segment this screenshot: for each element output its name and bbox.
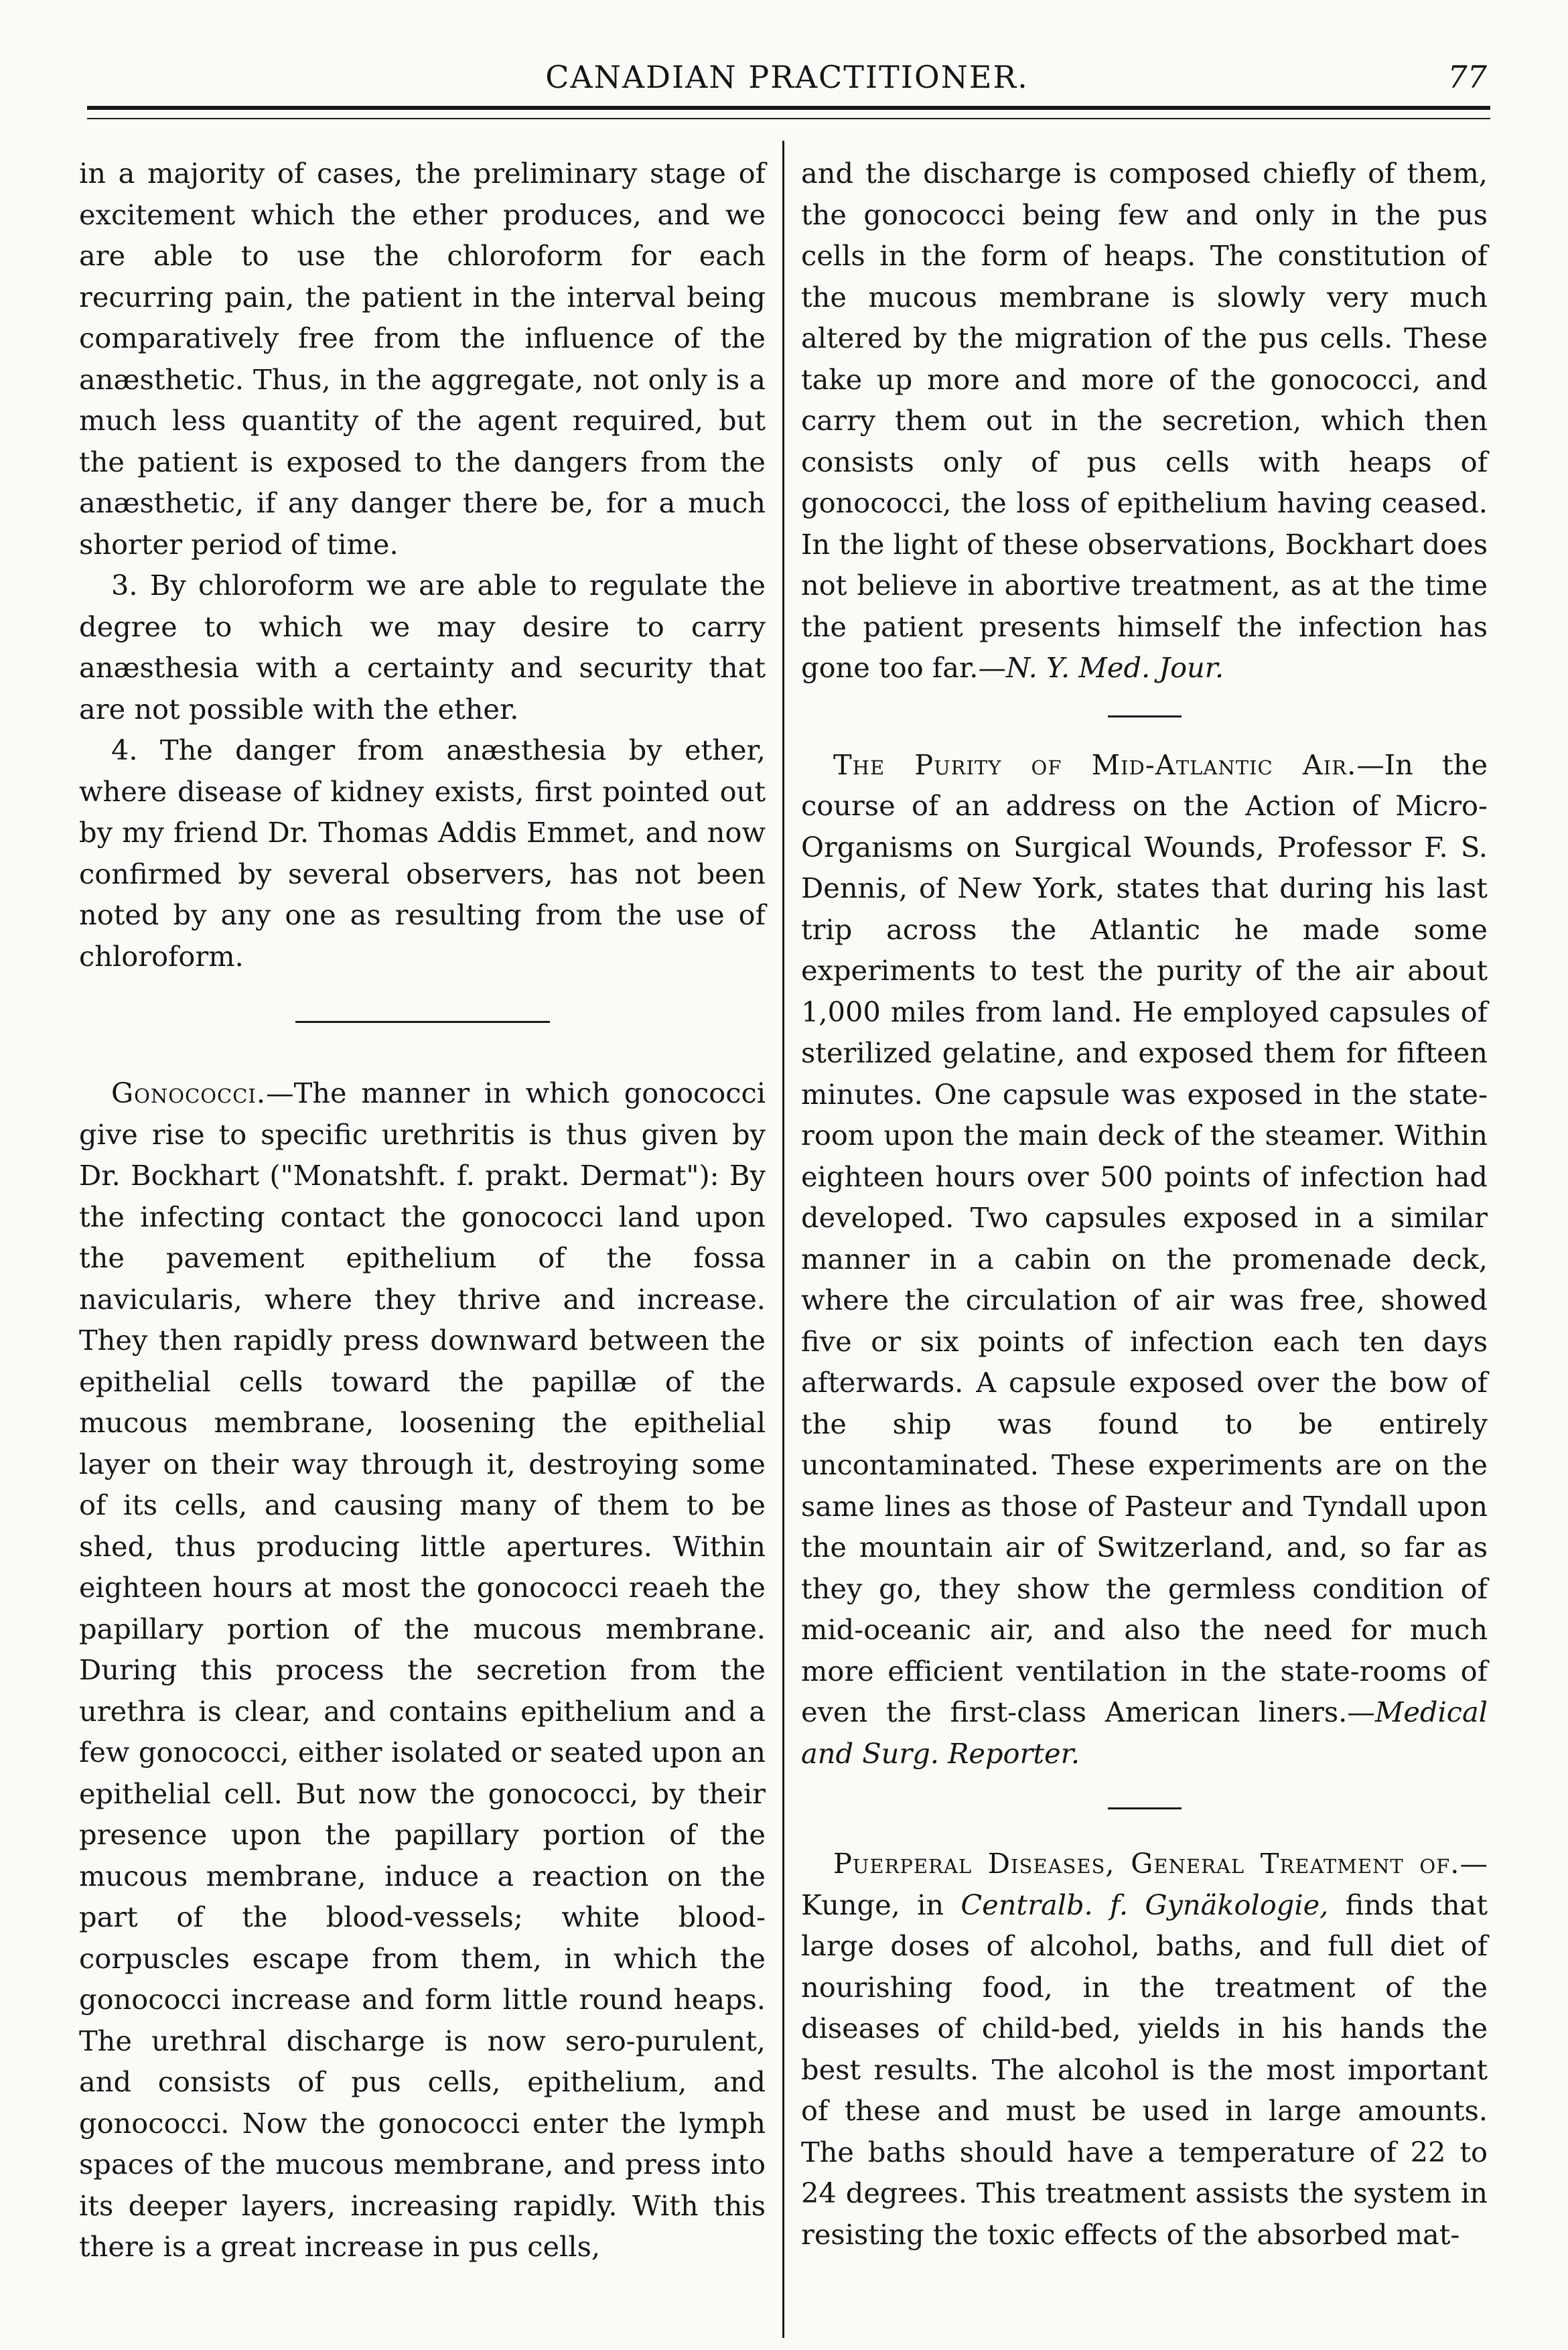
page-number: 77 <box>1447 59 1487 95</box>
gonococci-article <box>79 1073 766 2268</box>
puerperal-heading: Puerperal Diseases, General Treatment of. <box>833 1847 1460 1880</box>
paragraph-point-3: 3. By chloroform we are able to regulate the degree to which we may desire to carry anæsthesia with a certainty and security that are not possible with the ether. <box>79 569 766 725</box>
puerperal-journal: Centralb. f. Gynäkologie, <box>960 1888 1329 1921</box>
purity-source: Medical and Surg. Reporter. <box>801 1696 1488 1770</box>
purity-article <box>801 744 1488 1775</box>
left-column <box>79 153 766 2268</box>
paragraph-point-4: 4. The danger from anæsthesia by ether, where disease of kidney exists, first pointed out by my friend Dr. Thomas Addis Emmet, and now confirmed by several observers, has not been noted by any one as resulting from the use of chloroform. <box>79 734 766 973</box>
purity-heading: The Purity of Mid-Atlantic Air. <box>833 748 1357 781</box>
header-rule-thick <box>87 106 1490 110</box>
header-rule-thin <box>87 118 1490 119</box>
purity-text: —In the course of an address on the Action of Micro-Organisms on Surgical Wounds, Professor F. S. Dennis, of New York, states that during his last trip across the Atlantic he made some experiments to test the purity of the air about 1,000 miles from land. He employed capsules of sterilized gelatine, and exposed them for fifteen minutes. One capsule was exposed in the state-room upon the main deck of the steamer. Within eighteen hours over 500 points of infection had developed. Two capsules exposed in a similar manner in a cabin on the promenade deck, where the circulation of air was free, showed five or six points of infection each ten days afterwards. A capsule exposed over the bow of the ship was found to be entirely uncontaminated. These experiments are on the same lines as those of Pasteur and Tyndall upon the mountain air of Switzerland, and, so far as they go, they show the germless condition of mid-oceanic air, and also the need for much more efficient ventilation in the state-rooms of even the first-class American liners.— <box>801 748 1488 1728</box>
gonococci-source: N. Y. Med. Jour. <box>1005 651 1224 684</box>
gonococci-text: —The manner in which gonococci give rise to specific urethritis is thus given by Dr. Bockhart ("Monatshft. f. prakt. Dermat"): By the infecting contact the gonococci land upon the pavement epithelium of the fossa navicularis, where they thrive and increase. They then rapidly press downward between the epithelial cells toward the papillæ of the mucous membrane, loosening the epithelial layer on their way through it, destroying some of its cells, and causing many of them to be shed, thus producing little apertures. Within eighteen hours at most the gonococci reaeh the papillary portion of the mucous membrane. During this process the secretion from the urethra is clear, and contains epithelium and a few gonococci, either isolated or seated upon an epithelial cell. But now the gonococci, by their presence upon the papillary portion of the mucous membrane, induce a reaction on the part of the blood-vessels; white blood-corpuscles escape from them, in which the gonococci increase and form little round heaps. The urethral discharge is now sero-purulent, and consists of pus cells, epithelium, and gonococci. Now the gonococci enter the lymph spaces of the mucous membrane, and press into its deeper layers, increasing rapidly. With this there is a great increase in pus cells, <box>79 1077 766 2263</box>
column-divider <box>782 141 784 2338</box>
paragraph-continued: in a majority of cases, the preliminary stage of excitement which the ether produces, and we are able to use the chloroform for each recurring pain, the patient in the interval being comparatively free from the influence of the anæsthetic. Thus, in the aggregate, not only is a much less quantity of the agent required, but the patient is exposed to the dangers from the anæsthetic, if any danger there be, for a much shorter period of time. <box>79 157 766 561</box>
gonococci-article-continued <box>801 153 1488 689</box>
puerperal-article <box>801 1843 1488 2255</box>
right-column <box>801 153 1488 2255</box>
puerperal-text-2: finds that large doses of alcohol, baths, and full diet of nourishing food, in the treatment of the diseases of child-bed, yields in his hands the best results. The alcohol is the most important of these and must be used in large amounts. The baths should have a temperature of 22 to 24 degrees. This treatment assists the system in resisting the toxic effects of the absorbed mat- <box>801 1888 1488 2251</box>
puerperal-text-1: —Kunge, in <box>801 1847 1488 1921</box>
gonococci-heading: Gonococci. <box>111 1077 267 1109</box>
gonococci-text-continued: and the discharge is composed chiefly of them, the gonococci being few and only in the pus cells in the form of heaps. The constitution of the mucous membrane is slowly very much altered by the migration of the pus cells. These take up more and more of the gonococci, and carry them out in the secretion, which then consists only of pus cells with heaps of gonococci, the loss of epithelium having ceased. In the light of these observations, Bockhart does not believe in abortive treatment, as at the time the patient presents himself the infection has gone too far.— <box>801 157 1488 684</box>
page-header <box>74 59 1500 106</box>
running-title: CANADIAN PRACTITIONER. <box>545 59 1029 95</box>
